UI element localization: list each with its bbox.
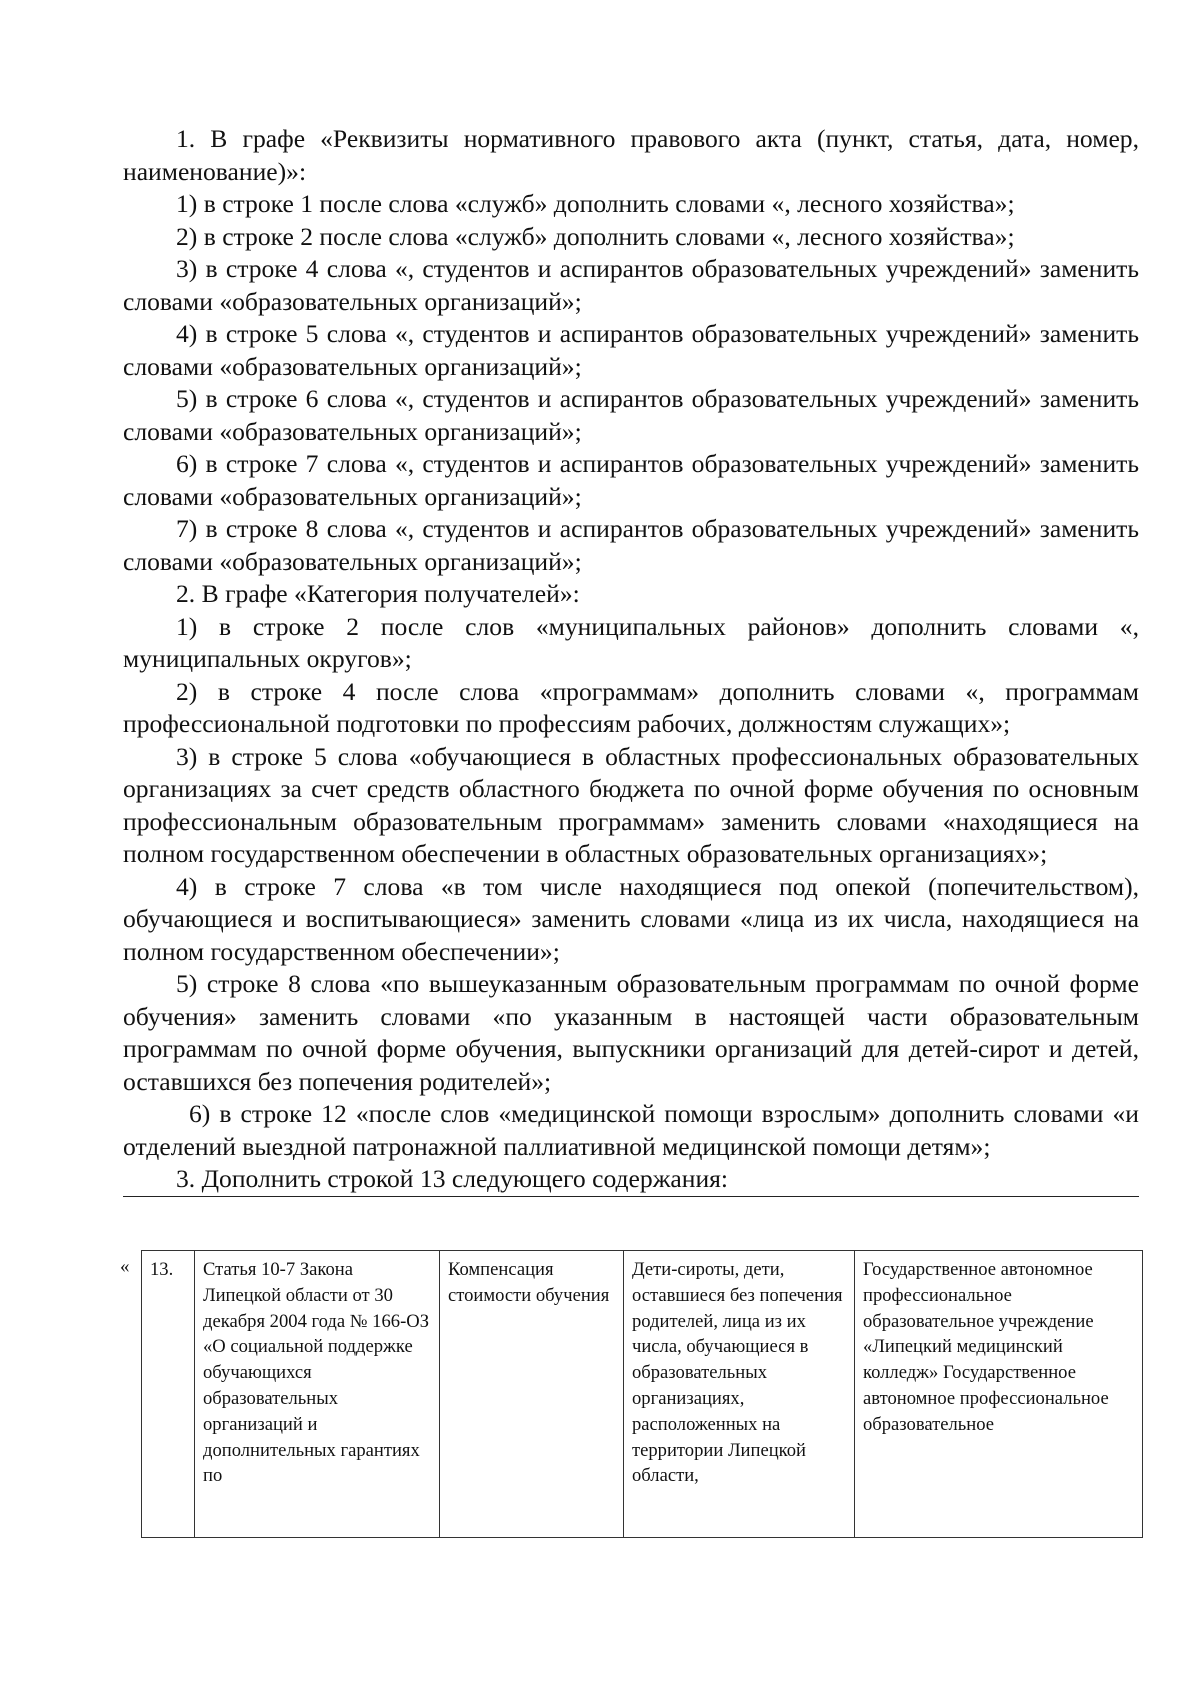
paragraph-2-6: 6) в строке 12 «после слов «медицинской помощи взрослым» дополнить словами «и отделений выездной патронажной паллиативной медицинской помощи детям»;: [123, 1099, 1139, 1161]
paragraph-1-2: 2) в строке 2 после слова «служб» дополнить словами «, лесного хозяйства»;: [176, 221, 1015, 251]
cell-recipient-category: Дети-сироты, дети, оставшиеся без попечения родителей, лица из их числа, обучающиеся в образовательных организациях, расположенных на территории Липецкой области,: [624, 1251, 855, 1539]
paragraph-1-3: 3) в строке 4 слова «, студентов и аспирантов образовательных учреждений» заменить словами «образовательных организаций»;: [123, 254, 1139, 316]
paragraph-2-3: 3) в строке 5 слова «обучающиеся в областных профессиональных образовательных организациях за счет средств областного бюджета по очной форме обучения по основным профессиональным образовательным программам» заменить словами «находящиеся на полном государственном обеспечении в областных образовательных организациях»;: [123, 741, 1139, 868]
open-quote: «: [120, 1256, 130, 1277]
cell-support-measure: Компенсация стоимости обучения: [440, 1251, 624, 1539]
appendix-table: [141, 1250, 1143, 1538]
cell-provider: Государственное автономное профессиональное образовательное учреждение «Липецкий медицинский колледж» Государственное автономное профессиональное образовательное: [855, 1251, 1143, 1539]
paragraph-1: 1. В графе «Реквизиты нормативного правового акта (пункт, статья, дата, номер, наименование)»:: [123, 124, 1139, 186]
paragraph-1-7: 7) в строке 8 слова «, студентов и аспирантов образовательных учреждений» заменить словами «образовательных организаций»;: [123, 514, 1139, 576]
paragraph-1-1: 1) в строке 1 после слова «служб» дополнить словами «, лесного хозяйства»;: [176, 189, 1015, 218]
paragraph-1-6: 6) в строке 7 слова «, студентов и аспирантов образовательных учреждений» заменить словами «образовательных организаций»;: [123, 449, 1139, 511]
paragraph-2-1: 1) в строке 2 после слов «муниципальных районов» дополнить словами «, муниципальных округов»;: [123, 611, 1139, 673]
table-bottom-rule: [141, 1537, 1142, 1538]
paragraph-2: 2. В графе «Категория получателей»:: [176, 579, 580, 608]
paragraph-1-4: 4) в строке 5 слова «, студентов и аспирантов образовательных учреждений» заменить словами «образовательных организаций»;: [123, 319, 1139, 381]
paragraph-2-5: 5) строке 8 слова «по вышеуказанным образовательным программам по очной форме обучения» заменить словами «по указанным в настоящей части образовательным программам по очной форме обучения, выпускники организаций для детей-сирот и детей, оставшихся без попечения родителей»;: [123, 969, 1139, 1096]
cell-legal-act: Статья 10-7 Закона Липецкой области от 30 декабря 2004 года № 166-ОЗ «О социальной поддержке обучающихся образовательных организаций и дополнительных гарантиях по: [195, 1251, 440, 1539]
paragraph-3: 3. Дополнить строкой 13 следующего содержания:: [123, 1163, 1139, 1197]
table-row: [142, 1251, 1143, 1539]
paragraph-1-5: 5) в строке 6 слова «, студентов и аспирантов образовательных учреждений» заменить словами «образовательных организаций»;: [123, 384, 1139, 446]
cell-row-number: 13.: [142, 1251, 195, 1539]
appendix-table-block: [108, 1250, 1142, 1538]
paragraph-2-2: 2) в строке 4 после слова «программам» дополнить словами «, программам профессиональной подготовки по профессиям рабочих, должностям служащих»;: [123, 676, 1139, 738]
paragraph-2-4: 4) в строке 7 слова «в том числе находящиеся под опекой (попечительством), обучающиеся и воспитывающиеся» заменить словами «лица из их числа, находящиеся на полном государственном обеспечении»;: [123, 871, 1139, 966]
document-body: [123, 123, 1139, 1197]
